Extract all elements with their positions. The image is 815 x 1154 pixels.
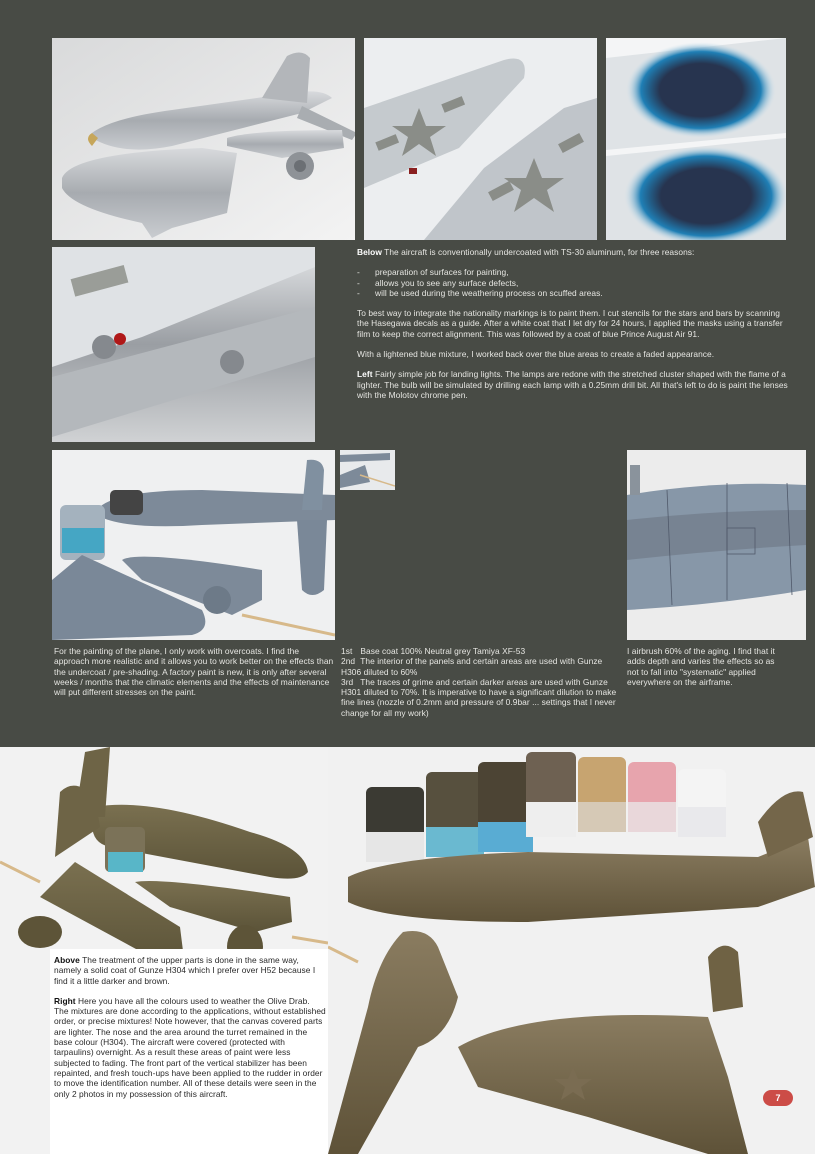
caption-above: Above The treatment of the upper parts is done in the same way, namely a solid coat of Gunze H304 which I prefer over H52 because I find it a little darker and brown. — [54, 955, 316, 986]
photo-aluminum-parts — [52, 38, 355, 240]
caption-right: Right Here you have all the colours used to weather the Olive Drab. The mixtures are done according to the applications, without established order, or precise mixtures! Note however, that the canvas covered parts are lighter. The nose and the area around the turret remained in the base colour (H304). The aircraft were covered (protected with tarpaulins) overnight. As a result these areas of paint were less subjected to fading. The front part of the vertical stabilizer has been repainted, and fresh touch-ups have been applied to the rudder in order to move the identification number. All of these details were seen in the only 2 photos in my possession of this aircraft. — [54, 995, 326, 1099]
list-item: - allows you to see any surface defects, — [357, 278, 789, 288]
list-item: - preparation of surfaces for painting, — [357, 267, 789, 277]
caption-airbrush: I airbrush 60% of the aging. I find that it adds depth and varies the effects so as not to fall into "systematic" applied everywhere on the airframe. — [627, 646, 775, 687]
undercoat-reasons-list — [357, 267, 789, 298]
caption-below: Below The aircraft is conventionally undercoated with TS-30 aluminum, for three reasons: — [357, 247, 695, 257]
caption-steps — [341, 646, 623, 718]
markings-paragraph: To best way to integrate the nationality markings is to paint them. I cut stencils for the stars and bars by scanning the Hasegawa decals as a guide. After a white coat that I let dry for 24 hours, I applied the masks using a transfer film to keep the correct alignment. This was followed by a coat of blue Prince August Air 91. — [357, 308, 783, 339]
step-2: 2nd The interior of the panels and certain areas are used with Gunze H306 diluted to 60% — [341, 656, 603, 677]
step-3: 3rd The traces of grime and certain darker areas are used with Gunze H301 diluted to 70%. It is imperative to have a significant dilution to make fine lines (nozzle of 0.2mm and pressure of 0.9bar ... settings that I never change for all my work) — [341, 676, 617, 718]
faded-paragraph: With a lightened blue mixture, I worked back over the blue areas to create a faded appearance. — [357, 349, 715, 360]
list-item: - will be used during the weathering process on scuffed areas. — [357, 288, 789, 298]
photo-landing-lights — [52, 247, 315, 442]
photo-paint-jars-olive-plane — [328, 747, 815, 1154]
photo-blue-masks — [606, 38, 786, 240]
step-1: 1st Base coat 100% Neutral grey Tamiya XF-53 — [341, 646, 526, 656]
page-number-badge: 7 — [763, 1090, 793, 1106]
photo-grey-base-coat — [52, 450, 335, 640]
caption-left: Left Fairly simple job for landing lights. The lamps are redone with the stretched cluster shaped with the flame of a lighter. The bulb will be simulated by drilling each lamp with a 0.25mm drill bit. All that's left to do is paint the lenses with the Molotov chrome pen. — [357, 369, 788, 400]
caption-above-right — [54, 955, 326, 1109]
photo-weathered-fuselage — [627, 450, 806, 640]
caption-overcoats: For the painting of the plane, I only work with overcoats. I find the approach more realistic and it allows you to work better on the effects than the undercoat / pre-shading. A factory paint is new, it is only after several weeks / months that the climatic elements and the effects of maintenance will put different stresses on the paint. — [54, 646, 334, 698]
caption-below-left — [357, 247, 789, 410]
photo-thumbnail — [340, 450, 395, 490]
photo-wing-star-markings — [364, 38, 597, 240]
